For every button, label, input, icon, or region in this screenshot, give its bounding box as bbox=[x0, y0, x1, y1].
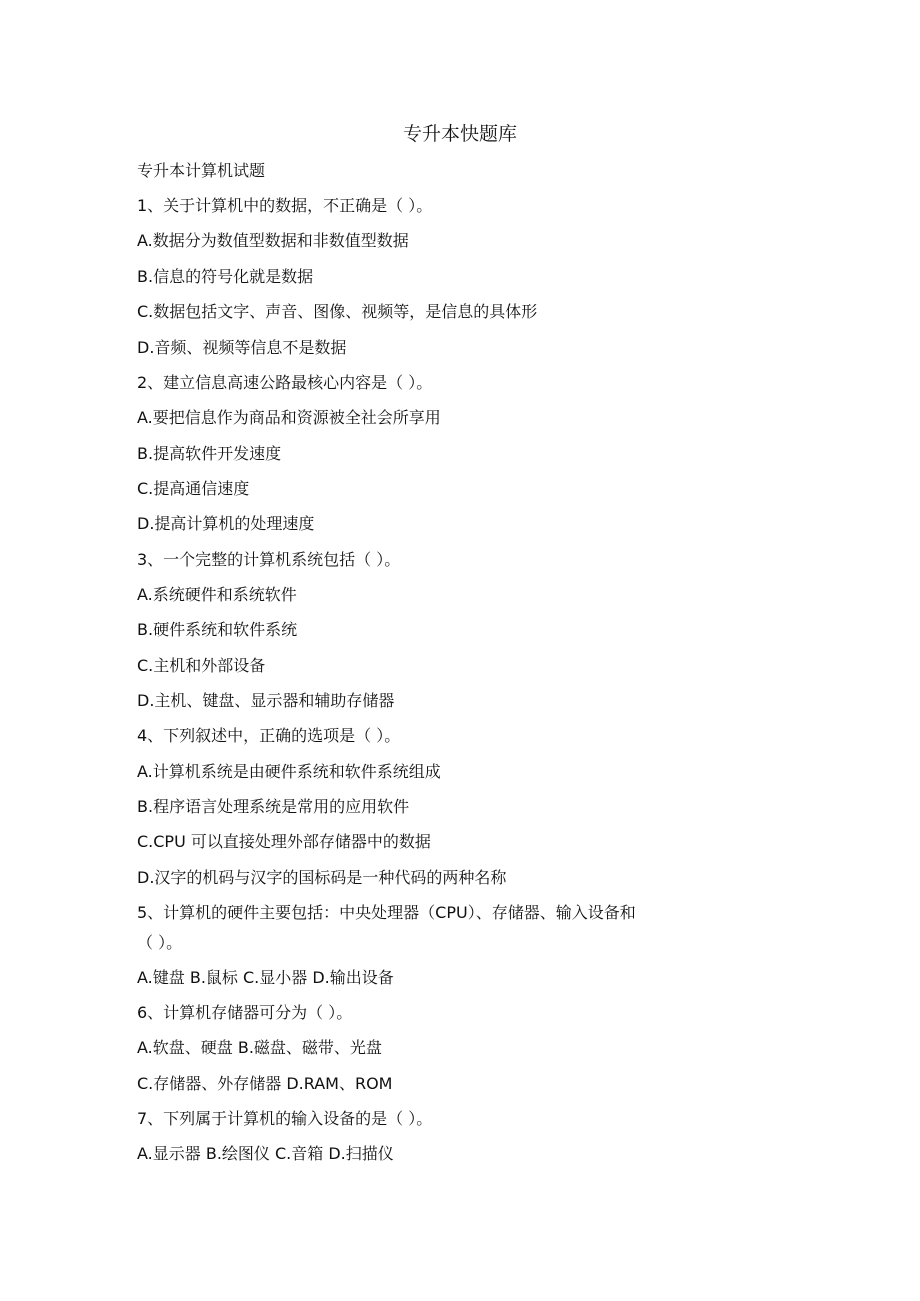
question-4-option: A.计算机系统是由硬件系统和软件系统组成 bbox=[137, 762, 441, 781]
question-7-options: A.显示器 B.绘图仪 C.音箱 D.扫描仪 bbox=[137, 1144, 394, 1163]
question-4: 4、下列叙述中，正确的选项是（ ）。 bbox=[137, 726, 401, 745]
question-3: 3、一个完整的计算机系统包括（ ）。 bbox=[137, 550, 401, 569]
question-2-option: D.提高计算机的处理速度 bbox=[137, 514, 315, 533]
question-3-option: B.硬件系统和软件系统 bbox=[137, 620, 298, 639]
question-2-option: B.提高软件开发速度 bbox=[137, 444, 282, 463]
question-7: 7、下列属于计算机的输入设备的是（ ）。 bbox=[137, 1109, 433, 1128]
question-2-option: C.提高通信速度 bbox=[137, 479, 250, 498]
question-6-options: C.存储器、外存储器 D.RAM、ROM bbox=[137, 1074, 393, 1093]
question-1: 1、关于计算机中的数据，不正确是（ ）。 bbox=[137, 196, 433, 215]
question-5: 5、计算机的硬件主要包括：中央处理器（CPU）、存储器、输入设备和 bbox=[137, 903, 636, 922]
question-5-options: A.键盘 B.鼠标 C.显小器 D.输出设备 bbox=[137, 968, 394, 987]
question-2: 2、建立信息高速公路最核心内容是（ ）。 bbox=[137, 373, 433, 392]
question-3-option: C.主机和外部设备 bbox=[137, 656, 266, 675]
page-title: 专升本快题库 bbox=[402, 123, 517, 145]
question-1-option: C.数据包括文字、声音、图像、视频等，是信息的具体形 bbox=[137, 302, 538, 321]
question-4-option: C.CPU 可以直接处理外部存储器中的数据 bbox=[137, 832, 431, 851]
question-3-option: D.主机、键盘、显示器和辅助存储器 bbox=[137, 691, 395, 710]
question-6-options: A.软盘、硬盘 B.磁盘、磁带、光盘 bbox=[137, 1038, 382, 1057]
question-1-option: D.音频、视频等信息不是数据 bbox=[137, 338, 347, 357]
question-4-option: D.汉字的机码与汉字的国标码是一种代码的两种名称 bbox=[137, 868, 507, 887]
question-6: 6、计算机存储器可分为（ ）。 bbox=[137, 1003, 353, 1022]
question-5-cont: （ ）。 bbox=[137, 933, 183, 952]
question-1-option: A.数据分为数值型数据和非数值型数据 bbox=[137, 231, 409, 250]
section-heading: 专升本计算机试题 bbox=[137, 161, 266, 180]
question-1-option: B.信息的符号化就是数据 bbox=[137, 267, 314, 286]
question-3-option: A.系统硬件和系统软件 bbox=[137, 585, 297, 604]
question-2-option: A.要把信息作为商品和资源被全社会所享用 bbox=[137, 408, 441, 427]
question-4-option: B.程序语言处理系统是常用的应用软件 bbox=[137, 797, 410, 816]
